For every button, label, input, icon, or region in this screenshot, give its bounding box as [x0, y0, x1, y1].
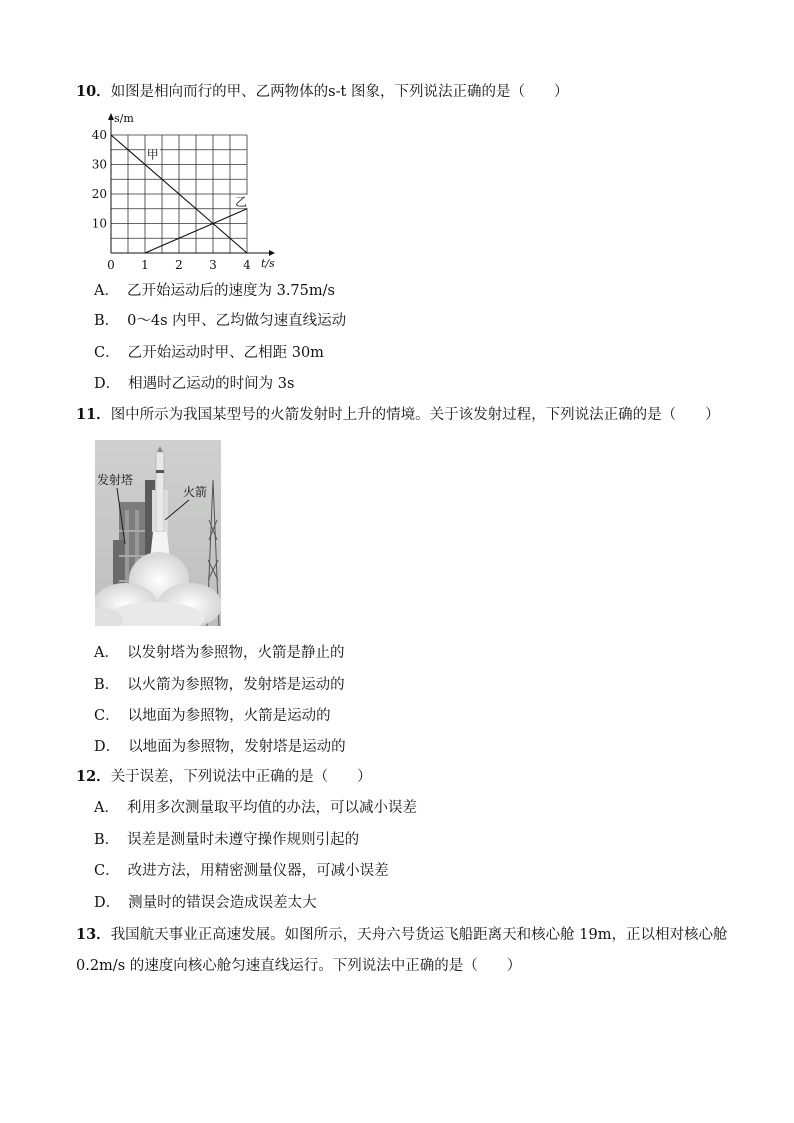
- option-text: 以发射塔为参照物，火箭是静止的: [126, 645, 345, 661]
- option-label: C．: [94, 345, 120, 361]
- question-text-line1: 我国航天事业正高速发展。如图所示，天舟六号货运飞船距离天和核心舱 19m，正以相对核心舱: [110, 927, 728, 943]
- tower-label: 发射塔: [97, 473, 134, 487]
- option-text: 以地面为参照物，发射塔是运动的: [128, 739, 346, 755]
- rocket-launch-photo: [95, 440, 221, 626]
- option-b: [94, 830, 359, 850]
- x-tick-label: 2: [175, 258, 183, 272]
- question-text: 如图是相向而行的甲、乙两物体的s-t 图象，下列说法正确的是（ ）: [110, 84, 569, 100]
- option-text: 乙开始运动时甲、乙相距 30m: [127, 345, 324, 361]
- option-label: A．: [94, 645, 119, 661]
- option-label: B．: [94, 677, 120, 693]
- y-tick-label: 40: [91, 128, 107, 142]
- option-label: C．: [94, 708, 120, 724]
- series-label: 甲: [146, 147, 159, 162]
- option-text: 以火箭为参照物，发射塔是运动的: [127, 677, 345, 693]
- option-b: [94, 675, 345, 695]
- option-text: 误差是测量时未遵守操作规则引起的: [127, 832, 360, 848]
- option-label: D．: [94, 895, 121, 911]
- option-label: D．: [94, 376, 121, 392]
- option-text: 改进方法，用精密测量仪器，可减小误差: [127, 863, 389, 879]
- question-10: [76, 82, 568, 102]
- x-axis-arrow: [269, 250, 275, 256]
- rocket-label: 火箭: [183, 485, 208, 499]
- y-tick-label: 30: [91, 157, 107, 172]
- option-text: 利用多次测量取平均值的办法，可以减小误差: [126, 800, 417, 816]
- option-d: [94, 893, 317, 913]
- question-text: 关于误差，下列说法中正确的是（ ）: [110, 769, 372, 785]
- option-text: 0～4s 内甲、乙均做匀速直线运动: [127, 313, 347, 329]
- x-tick-label: 0: [107, 258, 115, 272]
- option-label: A．: [94, 283, 119, 299]
- option-text: 乙开始运动后的速度为 3.75m/s: [126, 283, 335, 299]
- option-c: [94, 706, 331, 726]
- x-tick-label: 3: [209, 258, 217, 272]
- question-12: [76, 767, 372, 787]
- question-number: 13．: [76, 926, 111, 943]
- y-tick-label: 10: [91, 216, 107, 231]
- y-axis-label: s/m: [114, 112, 134, 125]
- option-text: 相遇时乙运动的时间为 3s: [128, 376, 295, 392]
- question-13: [76, 925, 728, 945]
- option-d: [94, 374, 294, 394]
- y-tick-label: 20: [91, 187, 107, 201]
- option-c: [94, 343, 324, 363]
- option-label: D．: [94, 739, 121, 755]
- option-a: [94, 281, 335, 301]
- series-label: 乙: [235, 194, 248, 209]
- question-13-continuation: [76, 956, 521, 976]
- x-axis-label: t/s: [261, 257, 275, 270]
- option-b: [94, 311, 346, 331]
- option-text: 以地面为参照物，火箭是运动的: [127, 708, 331, 724]
- st-graph: [90, 110, 290, 275]
- question-number: 11．: [76, 406, 111, 423]
- question-text-line2: 0.2m/s 的速度向核心舱匀速直线运行。下列说法中正确的是（ ）: [76, 958, 522, 974]
- x-tick-label: 1: [141, 258, 149, 272]
- option-text: 测量时的错误会造成误差太大: [128, 895, 317, 911]
- option-c: [94, 861, 389, 881]
- option-label: B．: [94, 832, 120, 848]
- question-11: [76, 405, 720, 425]
- question-number: 12．: [76, 768, 111, 785]
- option-label: A．: [94, 800, 119, 816]
- question-text: 图中所示为我国某型号的火箭发射时上升的情境。关于该发射过程，下列说法正确的是（ ）: [110, 407, 720, 423]
- x-tick-label: 4: [243, 258, 251, 272]
- option-label: B．: [94, 313, 120, 329]
- option-a: [94, 798, 417, 818]
- option-a: [94, 643, 344, 663]
- question-number: 10．: [76, 83, 111, 100]
- option-label: C．: [94, 863, 120, 879]
- option-d: [94, 737, 346, 757]
